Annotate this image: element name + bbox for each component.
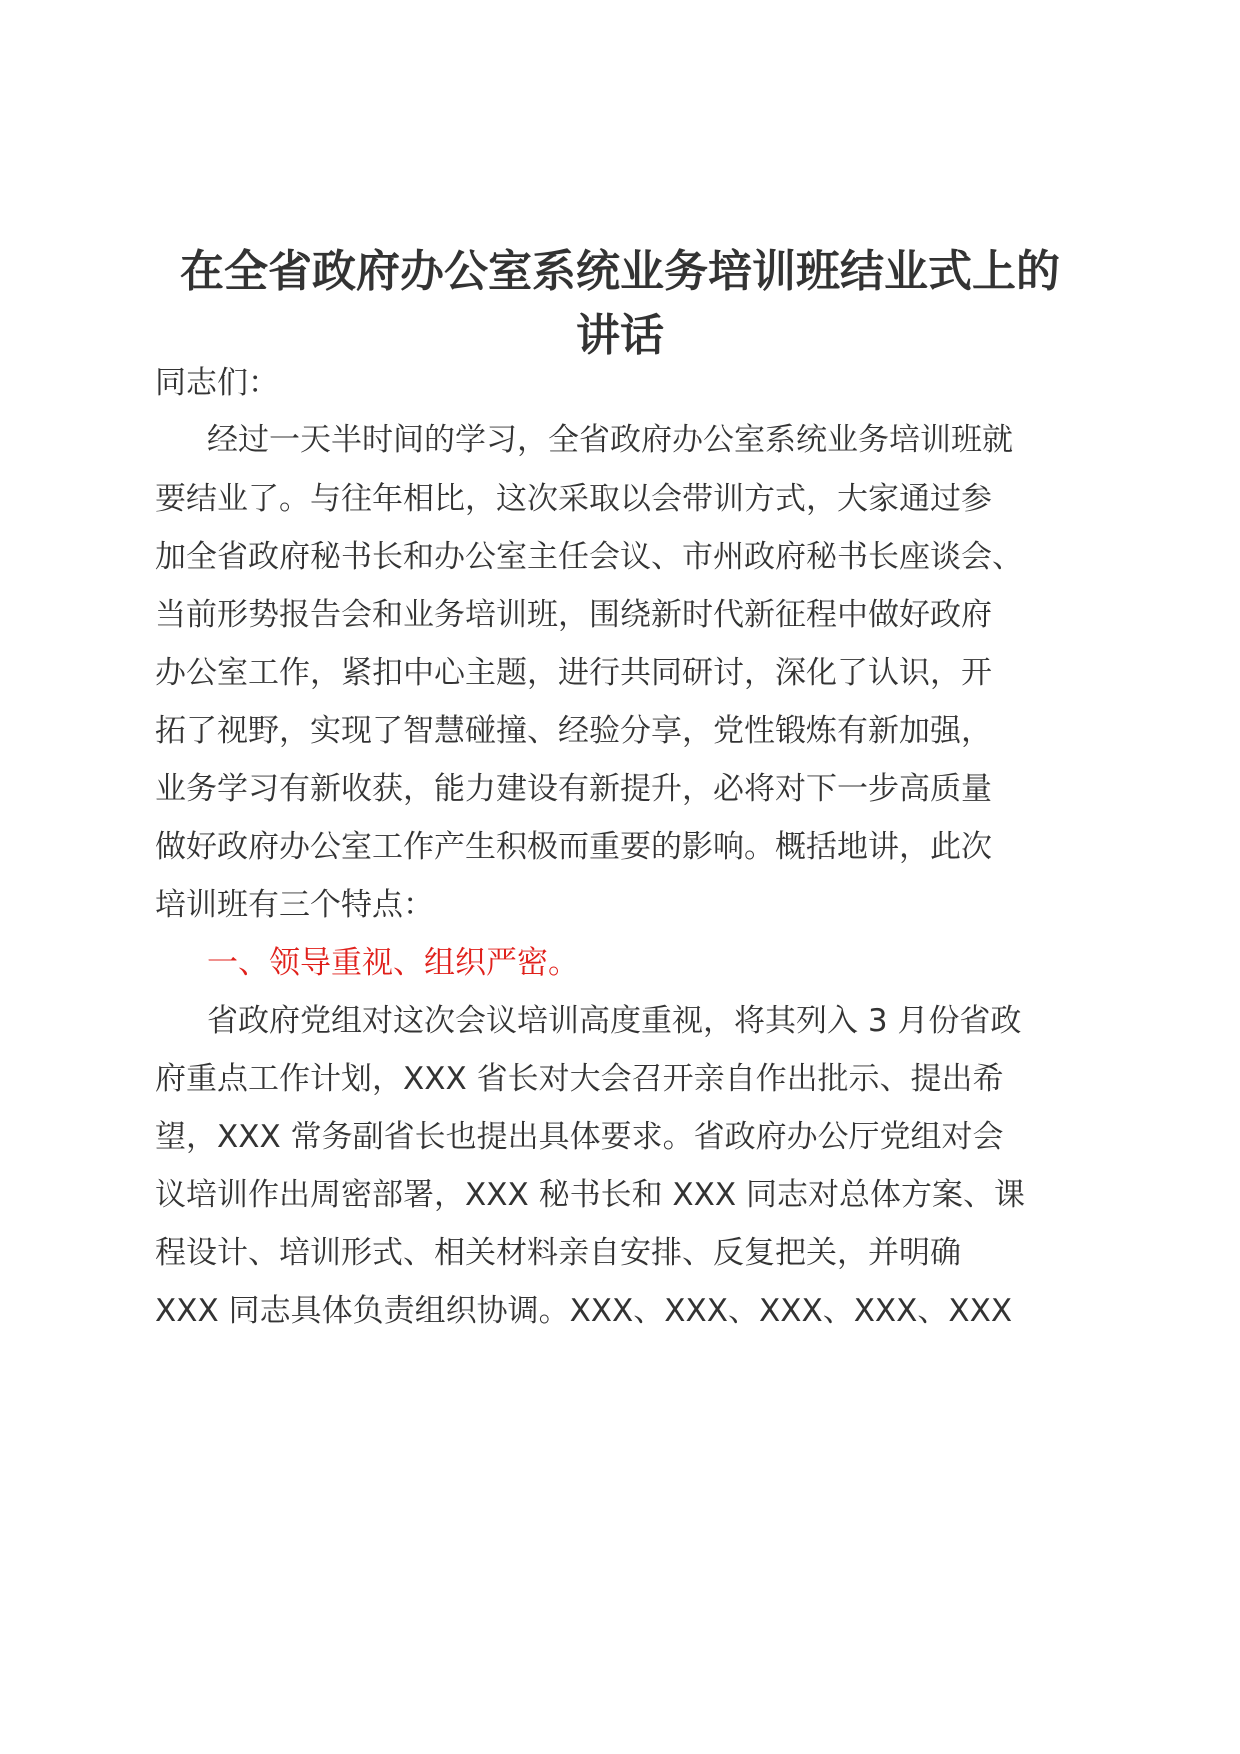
paragraph-1-line: 办公室工作，紧扣中心主题，进行共同研讨，深化了认识，开 [155, 655, 992, 691]
paragraph-2-line: 府重点工作计划，XXX 省长对大会召开亲自作出批示、提出希 [155, 1061, 1004, 1097]
paragraph-2-line: 省政府党组对这次会议培训高度重视，将其列入 3 月份省政 [207, 1003, 1022, 1039]
paragraph-1-line: 做好政府办公室工作产生积极而重要的影响。概括地讲，此次 [155, 829, 992, 865]
paragraph-1-line: 要结业了。与往年相比，这次采取以会带训方式，大家通过参 [155, 481, 992, 517]
document-title-line-2: 讲话 [576, 310, 664, 361]
paragraph-2-line: XXX 同志具体负责组织协调。XXX、XXX、XXX、XXX、XXX [155, 1293, 1013, 1329]
paragraph-1-line: 拓了视野，实现了智慧碰撞、经验分享，党性锻炼有新加强， [155, 713, 992, 749]
paragraph-1-line: 业务学习有新收获，能力建设有新提升，必将对下一步高质量 [155, 771, 992, 807]
paragraph-1-line: 培训班有三个特点： [155, 887, 434, 923]
paragraph-2-line: 程设计、培训形式、相关材料亲自安排、反复把关，并明确 [155, 1235, 961, 1271]
paragraph-1-line: 加全省政府秘书长和办公室主任会议、市州政府秘书长座谈会、 [155, 539, 1023, 575]
paragraph-1-line: 当前形势报告会和业务培训班，围绕新时代新征程中做好政府 [155, 597, 992, 633]
paragraph-2-line: 议培训作出周密部署，XXX 秘书长和 XXX 同志对总体方案、课 [155, 1177, 1025, 1213]
section-heading-1: 一、领导重视、组织严密。 [207, 945, 579, 981]
document-title-line-1: 在全省政府办公室系统业务培训班结业式上的 [180, 246, 1060, 297]
paragraph-2-line: 望，XXX 常务副省长也提出具体要求。省政府办公厅党组对会 [155, 1119, 1004, 1155]
paragraph-1-line: 经过一天半时间的学习，全省政府办公室系统业务培训班就 [207, 422, 1013, 458]
salutation: 同志们： [155, 365, 279, 401]
